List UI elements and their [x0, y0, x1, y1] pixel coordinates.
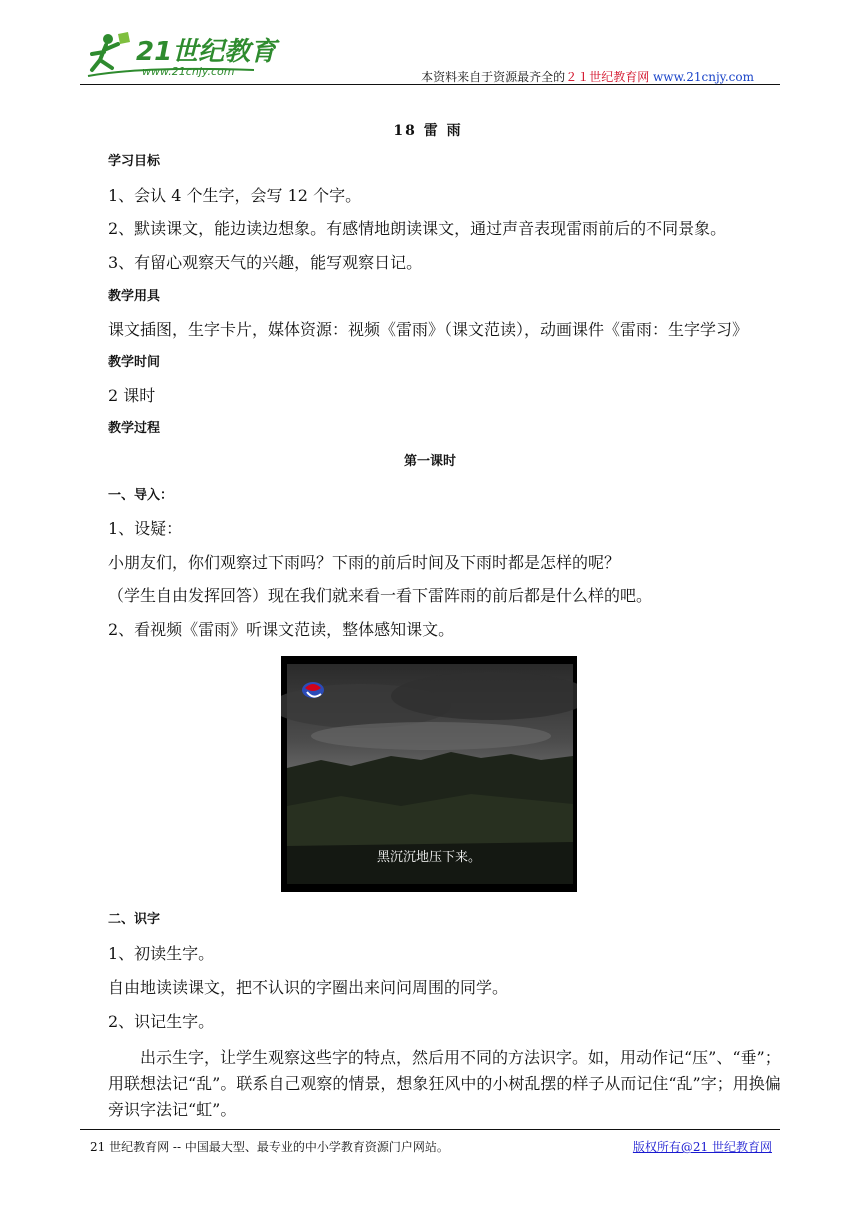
video-still — [281, 656, 577, 892]
process-heading: 教学过程 — [108, 421, 161, 436]
goal-1: 1、会认 4 个生字，会写 12 个字。 — [108, 186, 362, 205]
time-heading: 教学时间 — [108, 355, 161, 370]
lesson-heading: 第一课时 — [403, 454, 456, 469]
logo-graphic — [84, 30, 284, 82]
channel-logo-icon — [302, 682, 324, 698]
s2-item-2: 2、识记生字。 — [108, 1012, 215, 1031]
section2-heading: 二、识字 — [108, 912, 161, 927]
footer-copyright-link[interactable]: 版权所有@21 世纪教育网 — [632, 1140, 772, 1154]
s1-item-2: 2、看视频《雷雨》听课文范读，整体感知课文。 — [108, 620, 455, 639]
logo-url: www.21cnjy.com — [142, 65, 235, 78]
goal-3: 3、有留心观察天气的兴趣，能写观察日记。 — [108, 253, 423, 272]
goal-2: 2、默读课文，能边读边想象。有感情地朗读课文，通过声音表现雷雨前后的不同景象。 — [108, 219, 727, 238]
logo-text: 21世纪教育 — [136, 37, 277, 67]
header-source-line — [421, 68, 754, 85]
time-text: 2 课时 — [108, 386, 156, 405]
tools-heading: 教学用具 — [108, 289, 161, 304]
video-caption: 黑沉沉地压下来。 — [376, 850, 482, 865]
s2-paragraph: 出示生字，让学生观察这些字的特点，然后用不同的方法识字。如，用动作记“压”、“垂”；用联想法记“乱”。联系自己观察的情景，想象狂风中的小树乱摆的样子从而记住“乱”字；用换偏旁识字法记“虹”。 — [108, 1048, 781, 1119]
s1-answer: （学生自由发挥回答）现在我们就来看一看下雷阵雨的前后都是什么样的吧。 — [108, 586, 653, 605]
header-source-url[interactable]: www.21cnjy.com — [653, 70, 754, 84]
footer-divider — [80, 1129, 780, 1130]
s1-item-1: 1、设疑： — [108, 519, 183, 538]
header-source-prefix: 本资料来自于资源最齐全的 — [421, 70, 566, 84]
site-logo[interactable] — [84, 30, 284, 82]
goals-heading: 学习目标 — [108, 154, 161, 169]
s2-item-1: 1、初读生字。 — [108, 944, 215, 963]
header-source-site[interactable]: ２１世纪教育网 — [565, 70, 650, 84]
section1-heading: 一、导入： — [108, 488, 174, 503]
header-divider — [80, 84, 780, 85]
tools-text: 课文插图，生字卡片，媒体资源：视频《雷雨》（课文范读），动画课件《雷雨：生字学习》 — [108, 320, 749, 339]
page-title: 18 雷 雨 — [393, 123, 463, 139]
s1-question: 小朋友们，你们观察过下雨吗？下雨的前后时间及下雨时都是怎样的呢？ — [108, 553, 621, 572]
s2-text-1: 自由地读读课文，把不认识的字圈出来问问周围的同学。 — [108, 978, 509, 997]
footer-text: 21 世纪教育网 -- 中国最大型、最专业的中小学教育资源门户网站。 — [90, 1140, 449, 1154]
